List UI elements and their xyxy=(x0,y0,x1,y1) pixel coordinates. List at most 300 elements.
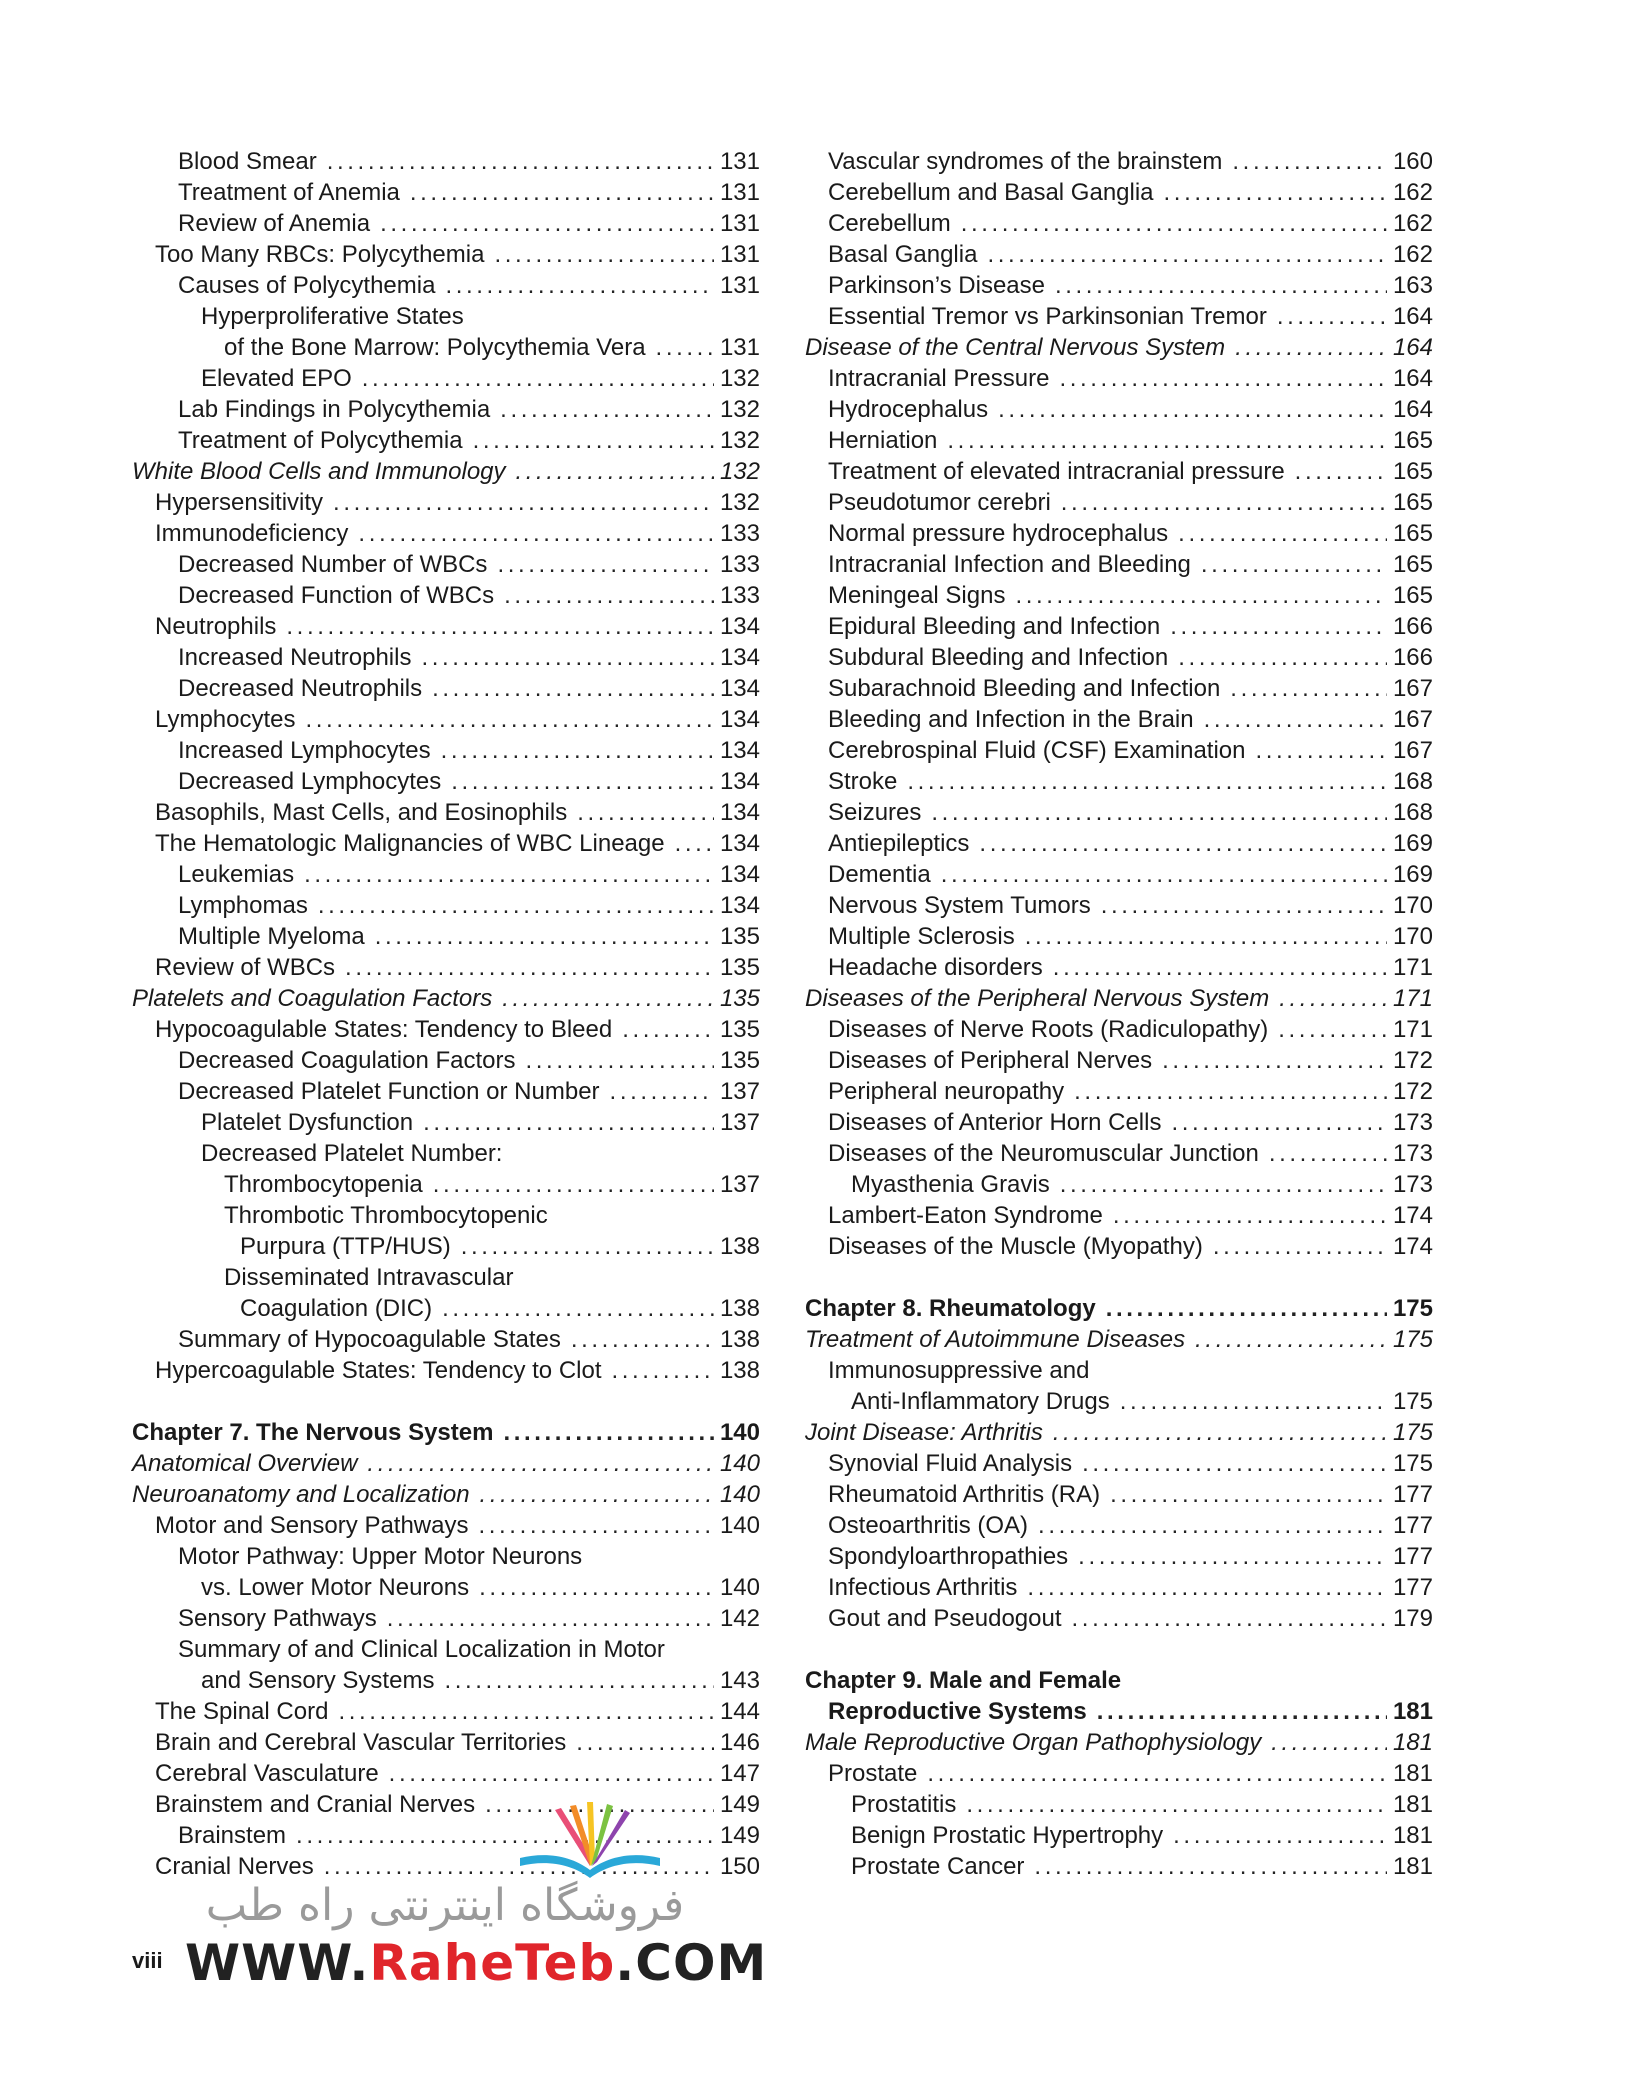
toc-entry-title: Epidural Bleeding and Infection xyxy=(828,613,1161,640)
toc-entry-title: Cerebral Vasculature xyxy=(155,1760,379,1787)
open-book-logo-icon xyxy=(515,1800,665,1880)
toc-entry-page: 173 xyxy=(1392,1171,1433,1198)
toc-entry-page: 132 xyxy=(719,396,760,423)
toc-entry-page: 167 xyxy=(1392,737,1433,764)
dot-leader xyxy=(421,642,713,673)
toc-entry xyxy=(132,735,760,766)
toc-entry xyxy=(805,890,1433,921)
dot-leader xyxy=(1195,1324,1387,1355)
toc-entry xyxy=(132,1293,760,1324)
toc-chapter-entry xyxy=(805,1293,1433,1324)
toc-entry xyxy=(132,425,760,456)
toc-entry xyxy=(805,1386,1433,1417)
watermark-url-prefix: WWW. xyxy=(185,1934,370,1992)
toc-entry xyxy=(132,1603,760,1634)
toc-entry xyxy=(132,797,760,828)
toc-entry-page: 134 xyxy=(719,644,760,671)
toc-entry-title: Prostatitis xyxy=(851,1791,957,1818)
dot-leader xyxy=(1061,487,1387,518)
toc-entry-title: Intracranial Infection and Bleeding xyxy=(828,551,1191,578)
dot-leader xyxy=(502,983,714,1014)
toc-entry-title: The Hematologic Malignancies of WBC Lineage xyxy=(155,830,665,857)
toc-entry-title: Joint Disease: Arthritis xyxy=(805,1419,1043,1446)
toc-section-entry xyxy=(805,332,1433,363)
toc-section-entry xyxy=(805,1324,1433,1355)
dot-leader xyxy=(389,1758,714,1789)
toc-entry-title: Lambert-Eaton Syndrome xyxy=(828,1202,1103,1229)
toc-entry-title: Summary of and Clinical Localization in Motor xyxy=(178,1636,665,1663)
toc-entry-title: Treatment of Autoimmune Diseases xyxy=(805,1326,1186,1353)
toc-entry-title: The Spinal Cord xyxy=(155,1698,329,1725)
dot-leader xyxy=(1178,642,1387,673)
toc-entry-title: Myasthenia Gravis xyxy=(851,1171,1050,1198)
dot-leader xyxy=(987,239,1387,270)
toc-entry xyxy=(132,1262,760,1293)
toc-entry xyxy=(132,1634,760,1665)
toc-entry-title: Stroke xyxy=(828,768,898,795)
toc-entry-page: 162 xyxy=(1392,179,1433,206)
dot-leader xyxy=(1110,1479,1387,1510)
dot-leader xyxy=(1213,1231,1387,1262)
dot-leader xyxy=(442,1293,714,1324)
toc-entry-page: 160 xyxy=(1392,148,1433,175)
toc-entry-title: Neuroanatomy and Localization xyxy=(132,1481,470,1508)
toc-entry-title: Multiple Sclerosis xyxy=(828,923,1015,950)
dot-leader xyxy=(526,1045,714,1076)
toc-entry-page: 142 xyxy=(719,1605,760,1632)
toc-entry-title: Hypercoagulable States: Tendency to Clot xyxy=(155,1357,602,1384)
toc-entry-title: Cerebellum xyxy=(828,210,951,237)
toc-entry-title: Subarachnoid Bleeding and Infection xyxy=(828,675,1221,702)
dot-leader xyxy=(979,828,1387,859)
watermark-url-suffix: .COM xyxy=(615,1934,768,1992)
toc-entry xyxy=(132,301,760,332)
dot-leader xyxy=(1232,146,1387,177)
toc-entry-page: 140 xyxy=(719,1512,760,1539)
toc-entry-page: 163 xyxy=(1392,272,1433,299)
toc-entry-title: Decreased Platelet Number: xyxy=(201,1140,503,1167)
toc-entry-page: 181 xyxy=(1392,1853,1433,1880)
toc-entry-page: 167 xyxy=(1392,675,1433,702)
toc-entry-title: Decreased Function of WBCs xyxy=(178,582,495,609)
toc-entry-page: 177 xyxy=(1392,1512,1433,1539)
toc-entry-title: Platelet Dysfunction xyxy=(201,1109,414,1136)
toc-entry-page: 166 xyxy=(1392,644,1433,671)
toc-entry xyxy=(805,797,1433,828)
toc-entry xyxy=(132,1045,760,1076)
dot-leader xyxy=(1015,580,1387,611)
toc-entry-page: 167 xyxy=(1392,706,1433,733)
toc-right-column xyxy=(805,146,1433,1882)
dot-leader xyxy=(1078,1541,1387,1572)
toc-entry xyxy=(132,1541,760,1572)
dot-leader xyxy=(1097,1696,1387,1727)
toc-entry-title: Brainstem and Cranial Nerves xyxy=(155,1791,476,1818)
toc-entry xyxy=(132,270,760,301)
toc-entry-page: 175 xyxy=(1392,1450,1433,1477)
toc-entry xyxy=(805,704,1433,735)
toc-entry xyxy=(805,146,1433,177)
toc-entry-title: Hydrocephalus xyxy=(828,396,989,423)
toc-entry-page: 181 xyxy=(1392,1791,1433,1818)
toc-entry-page: 131 xyxy=(719,272,760,299)
toc-entry-page: 173 xyxy=(1392,1140,1433,1167)
toc-entry-page: 172 xyxy=(1392,1078,1433,1105)
toc-entry-title: Brainstem xyxy=(178,1822,287,1849)
toc-entry-title: Treatment of Polycythemia xyxy=(178,427,463,454)
toc-entry xyxy=(805,921,1433,952)
toc-entry-page: 134 xyxy=(719,861,760,888)
toc-entry xyxy=(132,704,760,735)
toc-entry xyxy=(805,828,1433,859)
toc-entry-page: 131 xyxy=(719,210,760,237)
toc-entry xyxy=(805,1355,1433,1386)
dot-leader xyxy=(387,1603,714,1634)
toc-entry xyxy=(805,611,1433,642)
toc-entry-page: 165 xyxy=(1392,551,1433,578)
dot-leader xyxy=(304,859,714,890)
toc-entry-page: 131 xyxy=(719,334,760,361)
toc-entry-title: Leukemias xyxy=(178,861,295,888)
toc-entry xyxy=(132,1324,760,1355)
dot-leader xyxy=(423,1107,714,1138)
dot-leader xyxy=(571,1324,714,1355)
toc-entry xyxy=(132,1200,760,1231)
toc-entry-title: Nervous System Tumors xyxy=(828,892,1091,919)
toc-entry xyxy=(805,766,1433,797)
toc-entry xyxy=(132,611,760,642)
dot-leader xyxy=(1060,1169,1387,1200)
toc-entry-title: Diseases of Nerve Roots (Radiculopathy) xyxy=(828,1016,1269,1043)
watermark-url-brand: RaheTeb xyxy=(369,1934,616,1992)
dot-leader xyxy=(1279,983,1387,1014)
toc-entry xyxy=(132,177,760,208)
dot-leader xyxy=(1025,921,1387,952)
toc-entry-title: Treatment of elevated intracranial pressure xyxy=(828,458,1285,485)
toc-entry-title: Herniation xyxy=(828,427,938,454)
toc-entry-page: 131 xyxy=(719,179,760,206)
toc-entry-title: Chapter 8. Rheumatology xyxy=(805,1295,1096,1322)
dot-leader xyxy=(445,270,714,301)
toc-entry-page: 131 xyxy=(719,148,760,175)
toc-entry xyxy=(132,1107,760,1138)
toc-section-entry xyxy=(805,983,1433,1014)
toc-entry-page: 168 xyxy=(1392,768,1433,795)
toc-entry-page: 149 xyxy=(719,1822,760,1849)
toc-entry xyxy=(132,580,760,611)
toc-entry-page: 181 xyxy=(1392,1698,1433,1725)
toc-entry-page: 134 xyxy=(719,892,760,919)
dot-leader xyxy=(612,1355,714,1386)
dot-leader xyxy=(1053,1417,1387,1448)
toc-entry-title: Increased Neutrophils xyxy=(178,644,412,671)
toc-entry-title: Vascular syndromes of the brainstem xyxy=(828,148,1223,175)
dot-leader xyxy=(1113,1200,1387,1231)
toc-entry-page: 171 xyxy=(1392,954,1433,981)
toc-entry-title: Elevated EPO xyxy=(201,365,352,392)
toc-entry xyxy=(805,1231,1433,1262)
toc-entry-title: Hypocoagulable States: Tendency to Bleed xyxy=(155,1016,613,1043)
dot-leader xyxy=(451,766,714,797)
dot-leader xyxy=(345,952,714,983)
toc-entry-page: 177 xyxy=(1392,1543,1433,1570)
toc-entry-title: Thrombocytopenia xyxy=(224,1171,423,1198)
dot-leader xyxy=(941,859,1387,890)
toc-entry-title: White Blood Cells and Immunology xyxy=(132,458,506,485)
toc-entry xyxy=(805,425,1433,456)
toc-entry xyxy=(132,208,760,239)
dot-leader xyxy=(1120,1386,1387,1417)
watermark-persian-text: فروشگاه اینترنتی راه طب xyxy=(205,1880,685,1931)
dot-leader xyxy=(1171,1107,1386,1138)
toc-entry-title: vs. Lower Motor Neurons xyxy=(201,1574,470,1601)
toc-spacer xyxy=(132,1386,760,1417)
toc-entry-page: 170 xyxy=(1392,892,1433,919)
toc-entry-page: 140 xyxy=(719,1481,760,1508)
dot-leader xyxy=(432,673,714,704)
dot-leader xyxy=(1271,1727,1387,1758)
toc-entry-page: 132 xyxy=(719,489,760,516)
toc-entry-title: Synovial Fluid Analysis xyxy=(828,1450,1073,1477)
toc-entry-page: 138 xyxy=(719,1326,760,1353)
toc-entry-title: Platelets and Coagulation Factors xyxy=(132,985,493,1012)
toc-entry-page: 164 xyxy=(1392,303,1433,330)
toc-entry-page: 150 xyxy=(719,1853,760,1880)
dot-leader xyxy=(1059,363,1387,394)
toc-entry-title: Cranial Nerves xyxy=(155,1853,314,1880)
toc-entry-title: Multiple Myeloma xyxy=(178,923,365,950)
toc-entry xyxy=(805,580,1433,611)
toc-entry-title: Dementia xyxy=(828,861,931,888)
toc-entry-title: of the Bone Marrow: Polycythemia Vera xyxy=(224,334,646,361)
toc-entry-page: 143 xyxy=(719,1667,760,1694)
toc-entry-title: Too Many RBCs: Polycythemia xyxy=(155,241,485,268)
toc-entry-title: Benign Prostatic Hypertrophy xyxy=(851,1822,1164,1849)
toc-entry-page: 175 xyxy=(1392,1326,1433,1353)
toc-entry-page: 146 xyxy=(719,1729,760,1756)
dot-leader xyxy=(1164,177,1387,208)
toc-entry-page: 134 xyxy=(719,737,760,764)
toc-entry xyxy=(805,1014,1433,1045)
toc-entry-title: Hypersensitivity xyxy=(155,489,324,516)
toc-entry-page: 169 xyxy=(1392,830,1433,857)
toc-entry xyxy=(805,518,1433,549)
toc-entry-title: Spondyloarthropathies xyxy=(828,1543,1069,1570)
toc-spacer xyxy=(805,1634,1433,1665)
toc-entry xyxy=(132,952,760,983)
toc-entry-page: 170 xyxy=(1392,923,1433,950)
toc-entry-title: Purpura (TTP/HUS) xyxy=(240,1233,451,1260)
toc-entry-title: Decreased Platelet Function or Number xyxy=(178,1078,600,1105)
toc-entry-page: 135 xyxy=(719,923,760,950)
dot-leader xyxy=(1230,673,1387,704)
toc-section-entry xyxy=(805,1417,1433,1448)
toc-entry xyxy=(132,549,760,580)
toc-entry-title: Anti-Inflammatory Drugs xyxy=(851,1388,1110,1415)
toc-section-entry xyxy=(132,983,760,1014)
dot-leader xyxy=(998,394,1387,425)
toc-entry xyxy=(805,487,1433,518)
toc-entry-title: Summary of Hypocoagulable States xyxy=(178,1326,561,1353)
toc-entry xyxy=(132,332,760,363)
dot-leader xyxy=(1074,1076,1387,1107)
dot-leader xyxy=(479,1572,714,1603)
toc-entry-title: Essential Tremor vs Parkinsonian Tremor xyxy=(828,303,1267,330)
toc-entry-title: Antiepileptics xyxy=(828,830,970,857)
toc-entry-title: Prostate Cancer xyxy=(851,1853,1025,1880)
toc-spacer xyxy=(805,1262,1433,1293)
toc-entry-page: 135 xyxy=(719,1016,760,1043)
toc-entry-title: Chapter 7. The Nervous System xyxy=(132,1419,494,1446)
dot-leader xyxy=(1173,1820,1387,1851)
dot-leader xyxy=(444,1665,714,1696)
dot-leader xyxy=(907,766,1387,797)
toc-entry-page: 137 xyxy=(719,1078,760,1105)
toc-entry-page: 134 xyxy=(719,830,760,857)
dot-leader xyxy=(497,549,714,580)
toc-entry xyxy=(132,1014,760,1045)
toc-entry-page: 175 xyxy=(1392,1419,1433,1446)
toc-entry-page: 133 xyxy=(719,520,760,547)
dot-leader xyxy=(358,518,714,549)
toc-entry-page: 174 xyxy=(1392,1202,1433,1229)
toc-chapter-entry xyxy=(805,1696,1433,1727)
toc-entry-page: 162 xyxy=(1392,241,1433,268)
toc-entry-page: 134 xyxy=(719,675,760,702)
toc-entry-title: Chapter 9. Male and Female xyxy=(805,1667,1122,1694)
dot-leader xyxy=(1235,332,1387,363)
toc-entry-page: 181 xyxy=(1392,1760,1433,1787)
toc-entry-page: 134 xyxy=(719,799,760,826)
toc-entry-title: Male Reproductive Organ Pathophysiology xyxy=(805,1729,1262,1756)
toc-entry-page: 175 xyxy=(1392,1295,1433,1322)
toc-entry-page: 169 xyxy=(1392,861,1433,888)
dot-leader xyxy=(362,363,714,394)
dot-leader xyxy=(479,1510,714,1541)
dot-leader xyxy=(1269,1138,1387,1169)
toc-entry-page: 138 xyxy=(719,1357,760,1384)
toc-entry-title: Brain and Cerebral Vascular Territories xyxy=(155,1729,567,1756)
toc-entry xyxy=(805,1820,1433,1851)
toc-entry-page: 140 xyxy=(719,1574,760,1601)
dot-leader xyxy=(516,456,714,487)
toc-entry xyxy=(132,518,760,549)
toc-entry xyxy=(132,1355,760,1386)
toc-entry-page: 165 xyxy=(1392,489,1433,516)
dot-leader xyxy=(433,1169,714,1200)
toc-entry-title: Seizures xyxy=(828,799,922,826)
toc-entry-title: Prostate xyxy=(828,1760,918,1787)
toc-entry xyxy=(132,766,760,797)
dot-leader xyxy=(656,332,714,363)
dot-leader xyxy=(367,1448,714,1479)
toc-entry xyxy=(805,363,1433,394)
toc-entry-title: Diseases of the Peripheral Nervous System xyxy=(805,985,1270,1012)
toc-entry-page: 144 xyxy=(719,1698,760,1725)
toc-entry-page: 174 xyxy=(1392,1233,1433,1260)
toc-entry-title: Decreased Lymphocytes xyxy=(178,768,442,795)
toc-entry-title: Intracranial Pressure xyxy=(828,365,1050,392)
dot-leader xyxy=(1204,704,1387,735)
toc-entry xyxy=(132,1231,760,1262)
toc-entry xyxy=(805,1138,1433,1169)
toc-entry xyxy=(805,1572,1433,1603)
toc-entry-title: Subdural Bleeding and Infection xyxy=(828,644,1169,671)
dot-leader xyxy=(380,208,714,239)
dot-leader xyxy=(1256,735,1387,766)
toc-section-entry xyxy=(132,1448,760,1479)
toc-entry-page: 140 xyxy=(719,1450,760,1477)
toc-entry-title: Reproductive Systems xyxy=(828,1698,1087,1725)
toc-entry xyxy=(805,673,1433,704)
toc-entry-title: Motor and Sensory Pathways xyxy=(155,1512,469,1539)
toc-entry-page: 134 xyxy=(719,613,760,640)
dot-leader xyxy=(480,1479,714,1510)
dot-leader xyxy=(1278,1014,1387,1045)
toc-left-column xyxy=(132,146,760,1882)
dot-leader xyxy=(503,1417,714,1448)
toc-entry xyxy=(805,1603,1433,1634)
dot-leader xyxy=(306,704,714,735)
dot-leader xyxy=(1055,270,1387,301)
toc-entry xyxy=(805,1541,1433,1572)
dot-leader xyxy=(504,580,714,611)
toc-entry xyxy=(132,146,760,177)
dot-leader xyxy=(1101,890,1387,921)
toc-entry-title: Motor Pathway: Upper Motor Neurons xyxy=(178,1543,583,1570)
toc-entry-page: 165 xyxy=(1392,458,1433,485)
toc-entry xyxy=(132,1758,760,1789)
toc-entry xyxy=(132,363,760,394)
dot-leader xyxy=(1295,456,1387,487)
dot-leader xyxy=(961,208,1387,239)
dot-leader xyxy=(375,921,714,952)
toc-entry-title: Anatomical Overview xyxy=(132,1450,358,1477)
toc-entry-page: 138 xyxy=(719,1295,760,1322)
toc-entry-title: and Sensory Systems xyxy=(201,1667,435,1694)
toc-entry-title: Blood Smear xyxy=(178,148,317,175)
toc-entry-page: 181 xyxy=(1392,1729,1433,1756)
toc-entry xyxy=(805,1200,1433,1231)
toc-entry xyxy=(132,1696,760,1727)
dot-leader xyxy=(576,1727,714,1758)
toc-entry-page: 162 xyxy=(1392,210,1433,237)
toc-entry-page: 171 xyxy=(1392,1016,1433,1043)
toc-entry-page: 149 xyxy=(719,1791,760,1818)
toc-entry-page: 164 xyxy=(1392,365,1433,392)
toc-entry xyxy=(805,1107,1433,1138)
toc-entry-page: 147 xyxy=(719,1760,760,1787)
toc-entry-title: Diseases of the Muscle (Myopathy) xyxy=(828,1233,1203,1260)
toc-entry-page: 177 xyxy=(1392,1481,1433,1508)
toc-entry-title: Parkinson’s Disease xyxy=(828,272,1045,299)
dot-leader xyxy=(494,239,714,270)
toc-entry xyxy=(805,270,1433,301)
toc-entry-page: 135 xyxy=(719,954,760,981)
toc-entry-title: Increased Lymphocytes xyxy=(178,737,431,764)
toc-entry-title: Diseases of Anterior Horn Cells xyxy=(828,1109,1162,1136)
toc-entry-title: Cerebrospinal Fluid (CSF) Examination xyxy=(828,737,1246,764)
toc-entry-title: Decreased Number of WBCs xyxy=(178,551,488,578)
toc-entry xyxy=(805,456,1433,487)
dot-leader xyxy=(1178,518,1387,549)
toc-entry-page: 168 xyxy=(1392,799,1433,826)
toc-entry-title: Disease of the Central Nervous System xyxy=(805,334,1226,361)
toc-entry xyxy=(132,239,760,270)
dot-leader xyxy=(610,1076,714,1107)
toc-entry-title: Infectious Arthritis xyxy=(828,1574,1018,1601)
dot-leader xyxy=(461,1231,714,1262)
